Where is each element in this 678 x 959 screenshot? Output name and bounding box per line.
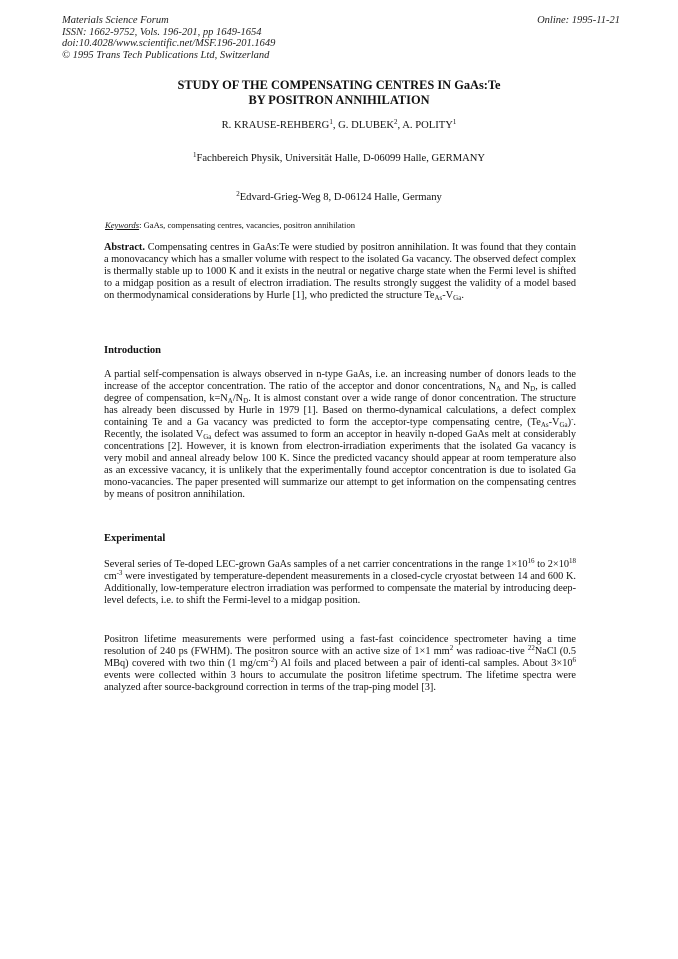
copyright-line: © 1995 Trans Tech Publications Ltd, Switzerland — [62, 49, 270, 61]
keywords-label: Keywords — [105, 220, 140, 230]
paragraph-text: . Recently, the isolated V — [104, 416, 576, 440]
paragraph-text: and N — [501, 380, 531, 392]
paragraph-text: to 2×10 — [534, 559, 570, 570]
paragraph-text: -V — [548, 416, 560, 428]
paragraph-text: were investigated by temperature-dependent measurements in a closed-cycle cryostat between 14 and 600 K. Additionally, low-temperature electron irradiation was performed to compensate the material by introducing deep-level defects, i.e. to shift the Fermi-level to a midgap position. — [104, 570, 576, 606]
paragraph-text: defect was assumed to form an acceptor in heavily n-doped GaAs melt at considerably concentrations [2]. However, it is known from electron-irradiation experiments that the isolated Ga vacancy is very mobil and anneal already below 100 K. Since the predicted vacancy should appear at room temperature also as an excessive vacancy, it is unlikely that the experimentally found acceptor concentration is due to isolated Ga mono-vacancies. The paper presented will summarize our attempt to get information on the compensating centres by means of positron annihilation. — [104, 428, 576, 500]
keywords-text: : GaAs, compensating centres, vacancies, positron annihilation — [139, 220, 356, 230]
subscript: Ga — [559, 420, 568, 429]
superscript: 18 — [569, 557, 577, 565]
introduction-heading: Introduction — [104, 345, 161, 356]
abstract-label: Abstract. — [104, 242, 145, 253]
paragraph-text: A partial self-compensation is always observed in n-type GaAs, i.e. an increasing number of donors leads to the increase of the acceptor concentration. The ratio of the acceptor and donor concentrations, N — [104, 369, 576, 392]
paragraph-text: cm — [104, 570, 117, 582]
paragraph-text: was radioac-tive — [453, 645, 528, 657]
author-1-affil: 1 — [329, 118, 333, 126]
subscript: As — [540, 420, 549, 429]
paragraph-text: ) Al foils and placed between a pair of identi-cal samples. About 3×10 — [274, 657, 573, 669]
superscript: -2 — [268, 655, 275, 664]
journal-name: Materials Science Forum — [62, 15, 169, 26]
superscript: 2 — [449, 643, 454, 652]
author-2: G. DLUBEK — [338, 120, 395, 131]
online-date: Online: 1995-11-21 — [537, 15, 620, 26]
author-1: R. KRAUSE-REHBERG — [221, 120, 330, 131]
experimental-heading: Experimental — [104, 533, 166, 544]
author-2-affil: 2 — [394, 118, 398, 126]
author-separator: , — [397, 120, 403, 131]
subscript: A — [227, 396, 233, 405]
abstract — [104, 242, 576, 302]
issn-line: ISSN: 1662-9752, Vols. 196-201, pp 1649-1654 — [62, 26, 262, 38]
paragraph-text: ) — [567, 416, 572, 428]
title-line-2: BY POSITRON ANNIHILATION — [248, 93, 430, 107]
affiliation-2 — [0, 192, 678, 203]
doi-line: doi:10.4028/www.scientific.net/MSF.196-201.1649 — [62, 38, 276, 50]
paragraph-text: events were collected within 3 hours to accumulate the positron lifetime spectrum. The lifetime spectra were analyzed after source-background correction in terms of the trap-ping model [3]. — [104, 669, 576, 693]
affiliation-2-text: Edvard-Grieg-Weg 8, D-06124 Halle, Germany — [239, 192, 442, 203]
subscript: D — [243, 396, 249, 405]
title-line-1: STUDY OF THE COMPENSATING CENTRES IN GaAs:Te — [177, 78, 501, 92]
paper-title — [0, 78, 678, 108]
author-3-affil: 1 — [452, 118, 457, 126]
paragraph-text: . It is almost constant over a wide range of donor concentration. The structure has already been discussed by Hurle in 1979 [1]. Based on thermo-dynamical calculations, a defect complex containing Te and a Ga vacancy was predicted to form the acceptor-type compensating centre, (Te — [104, 392, 576, 428]
superscript: 22 — [527, 643, 535, 652]
journal-header — [62, 15, 275, 61]
abstract-body: Compensating centres in GaAs:Te were studied by positron annihilation. It was found that they contain a monovacancy which has a smaller volume with respect to the isolated Ga vacancy. The observed defect complex is thermally stable up to 1000 K and it exists in the neutral or negative charge state when the Fermi level is shifted to a midgap position as a result of electron irradiation. The results strongly suggest the validity of a model based on thermodynamical considerations by Hurle [1], who predicted the structure Te — [104, 242, 576, 301]
introduction-paragraph — [104, 369, 576, 500]
paragraph-text: Positron lifetime measurements were performed using a fast-fast coincidence spectrometer having a time resolution of 240 ps (FWHM). The positron source with an active size of 1×1 mm — [104, 634, 576, 657]
author-3: A. POLITY — [402, 120, 453, 131]
superscript: 16 — [527, 557, 535, 565]
abstract-text: . — [461, 289, 464, 301]
affiliation-1-text: Fachbereich Physik, Universität Halle, D-06099 Halle, GERMANY — [196, 153, 486, 164]
keywords — [105, 220, 355, 230]
subscript: Ga — [453, 293, 462, 302]
author-list — [0, 120, 678, 131]
subscript: D — [530, 384, 536, 393]
superscript: 6 — [572, 655, 576, 664]
affiliation-2-mark: 2 — [236, 190, 240, 198]
paragraph-text: NaCl (0.5 MBq) covered with two thin (1 mg/cm — [104, 645, 577, 669]
subscript: Ga — [203, 432, 212, 441]
affiliation-1 — [0, 153, 678, 164]
author-separator: , — [332, 120, 339, 131]
paragraph-text: , is called degree of compensation, k=N — [104, 380, 577, 404]
superscript: - — [571, 414, 574, 423]
subscript: A — [496, 384, 502, 393]
affiliation-1-mark: 1 — [192, 151, 197, 159]
subscript: As — [434, 293, 443, 302]
paragraph-text: /N — [232, 392, 244, 404]
paragraph-text: Several series of Te-doped LEC-grown GaAs samples of a net carrier concentrations in the range 1×10 — [104, 559, 528, 570]
superscript: -3 — [116, 568, 123, 577]
abstract-text: -V — [442, 289, 454, 301]
experimental-paragraph-2 — [104, 634, 576, 694]
experimental-paragraph-1 — [104, 559, 576, 607]
